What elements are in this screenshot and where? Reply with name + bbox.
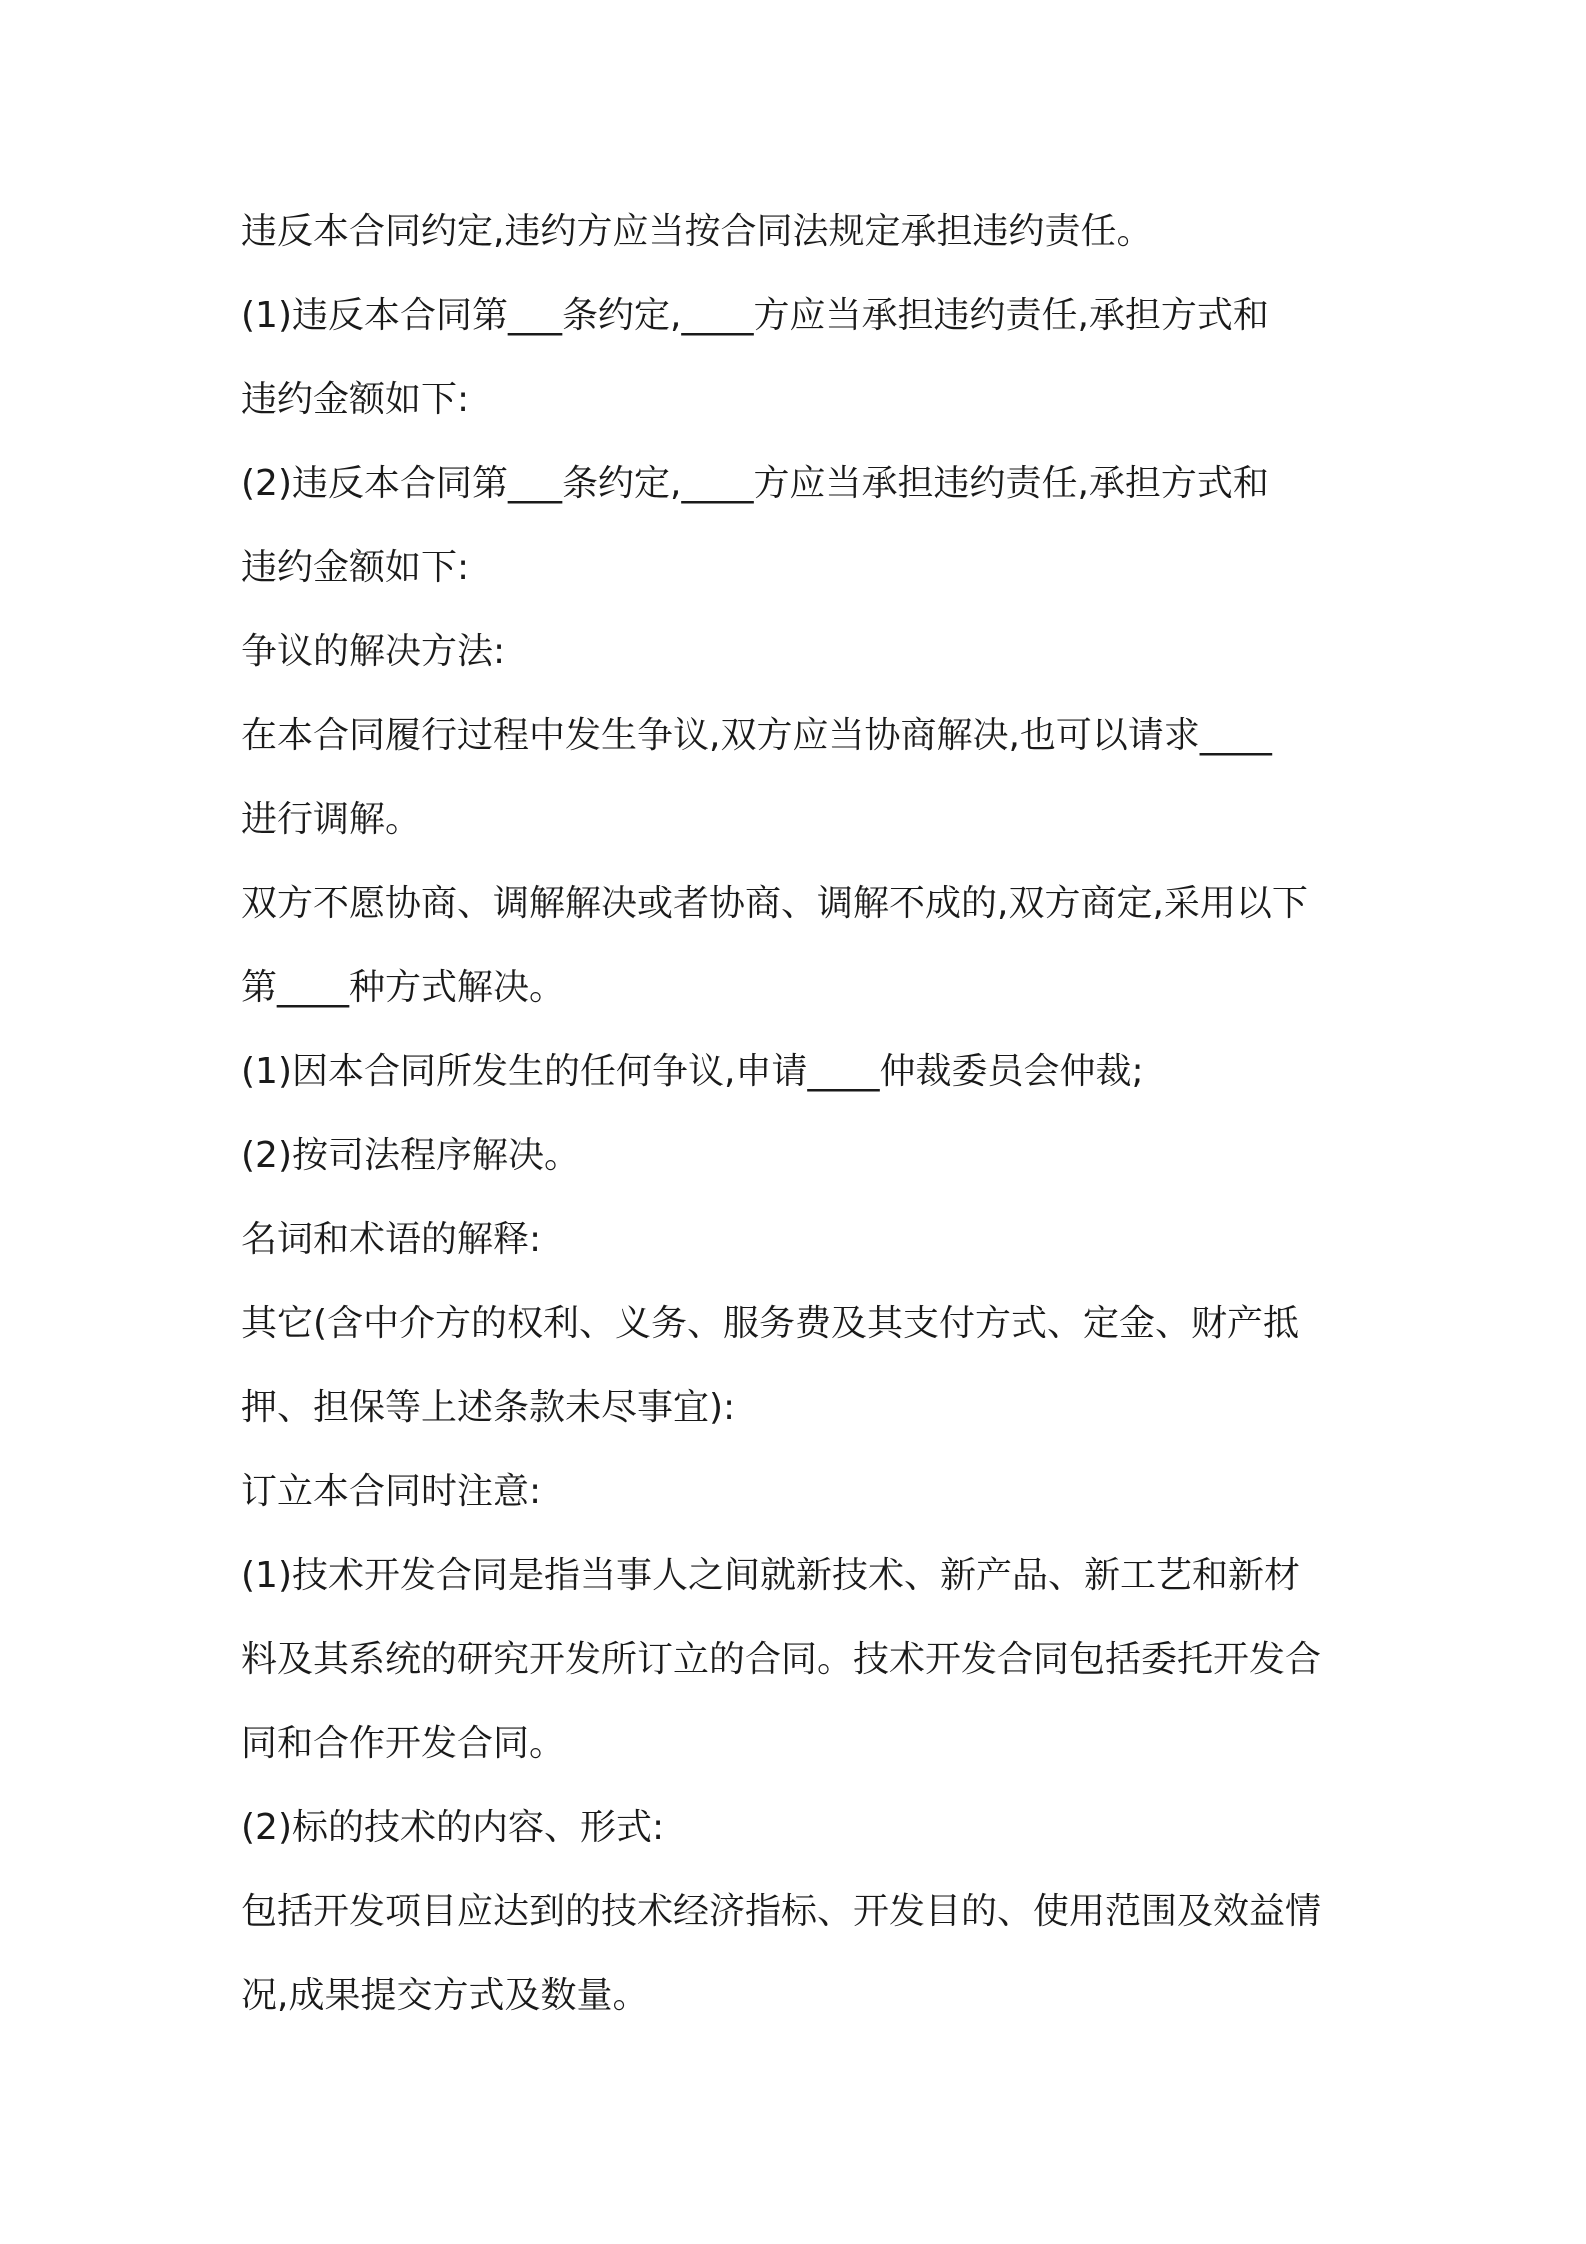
- text-line: 押、担保等上述条款未尽事宜):: [241, 1387, 736, 1428]
- section-heading: 订立本合同时注意:: [241, 1471, 542, 1512]
- text-line: (2)违反本合同第___条约定,____方应当承担违约责任,承担方式和: [241, 463, 1269, 504]
- text-line: (1)违反本合同第___条约定,____方应当承担违约责任,承担方式和: [241, 295, 1269, 336]
- text-line: 料及其系统的研究开发所订立的合同。技术开发合同包括委托开发合: [241, 1639, 1322, 1680]
- text-line: (2)按司法程序解决。: [241, 1135, 580, 1176]
- text-line: 违反本合同约定,违约方应当按合同法规定承担违约责任。: [241, 211, 1153, 252]
- section-heading: 名词和术语的解释:: [241, 1219, 542, 1260]
- text-line: 同和合作开发合同。: [241, 1723, 566, 1764]
- text-line: 违约金额如下:: [241, 547, 470, 588]
- text-line: 双方不愿协商、调解解决或者协商、调解不成的,双方商定,采用以下: [241, 883, 1308, 924]
- text-line: 包括开发项目应达到的技术经济指标、开发目的、使用范围及效益情: [241, 1891, 1322, 1932]
- section-heading: 争议的解决方法:: [241, 631, 506, 672]
- document-body: [241, 190, 1371, 2038]
- text-line: 况,成果提交方式及数量。: [241, 1975, 649, 2016]
- text-line: 在本合同履行过程中发生争议,双方应当协商解决,也可以请求____: [241, 715, 1272, 756]
- text-line: (2)标的技术的内容、形式:: [241, 1807, 665, 1848]
- text-line: 其它(含中介方的权利、义务、服务费及其支付方式、定金、财产抵: [241, 1303, 1300, 1344]
- text-line: 违约金额如下:: [241, 379, 470, 420]
- text-line: (1)技术开发合同是指当事人之间就新技术、新产品、新工艺和新材: [241, 1555, 1300, 1596]
- text-line: 第____种方式解决。: [241, 967, 566, 1008]
- text-line: 进行调解。: [241, 799, 422, 840]
- text-line: (1)因本合同所发生的任何争议,申请____仲裁委员会仲裁;: [241, 1051, 1144, 1092]
